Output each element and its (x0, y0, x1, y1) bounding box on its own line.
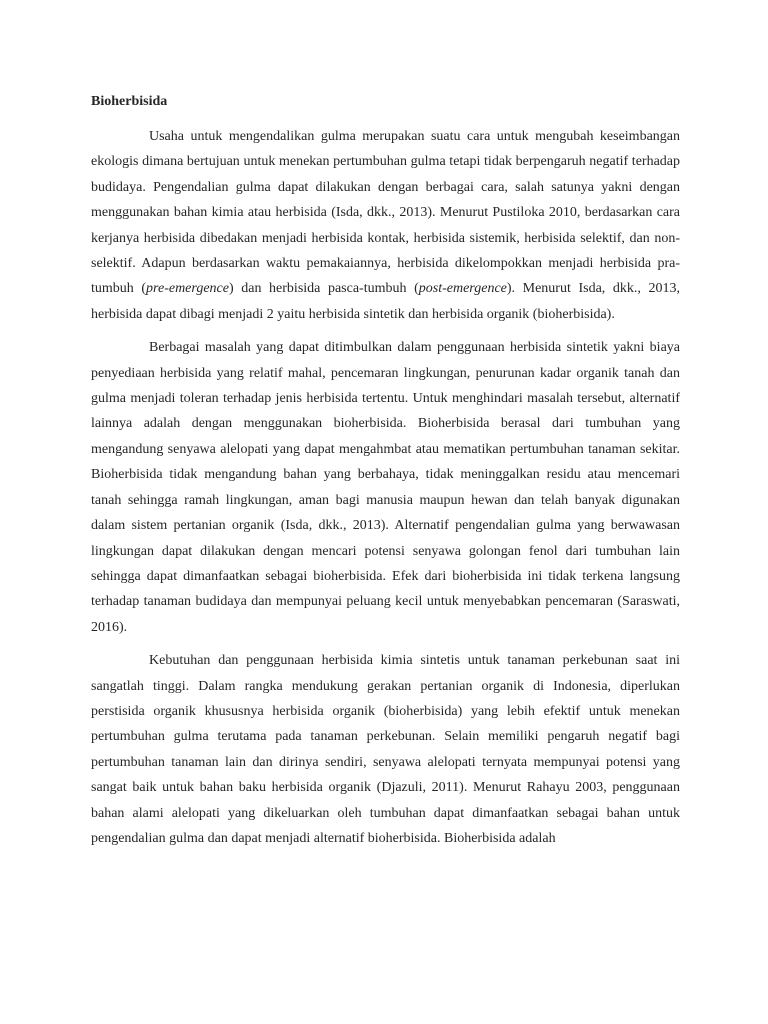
document-body (91, 124, 680, 851)
text-run: Berbagai masalah yang dapat ditimbulkan dalam penggunaan herbisida sintetik yakni biaya penyediaan herbisida yang relatif mahal, pencemaran lingkungan, penurunan kadar organik tanah dan gulma menjadi toleran terhadap jenis herbisida tertentu. Untuk menghindari masalah tersebut, alternatif lainnya adalah dengan menggunakan bioherbisida. Bioherbisida berasal dari tumbuhan yang mengandung senyawa alelopati yang dapat mengahmbat atau mematikan pertumbuhan tanaman sekitar. Bioherbisida tidak mengandung bahan yang berbahaya, tidak meninggalkan residu atau mencemari tanah sehingga ramah lingkungan, aman bagi manusia maupun hewan dan telah banyak digunakan dalam sistem pertanian organik (Isda, dkk., 2013). Alternatif pengendalian gulma yang berwawasan lingkungan dapat dilakukan dengan mencari potensi senyawa golongan fenol dari tumbuhan lain sehingga dapat dimanfaatkan sebagai bioherbisida. Efek dari bioherbisida ini tidak terkena langsung terhadap tanaman budidaya dan mempunyai peluang kecil untuk menyebabkan pencemaran (Saraswati, 2016). (91, 340, 680, 635)
text-run: Usaha untuk mengendalikan gulma merupakan suatu cara untuk mengubah keseimbangan ekologis dimana bertujuan untuk menekan pertumbuhan gulma tetapi tidak berpengaruh negatif terhadap budidaya. Pengendalian gulma dapat dilakukan dengan berbagai cara, salah satunya yakni dengan menggunakan bahan kimia atau herbisida (Isda, dkk., 2013). Menurut Pustiloka 2010, berdasarkan cara kerjanya herbisida dibedakan menjadi herbisida kontak, herbisida sistemik, herbisida selektif, dan non-selektif. Adapun berdasarkan waktu pemakaiannya, herbisida dikelompokkan menjadi herbisida pra-tumbuh ( (91, 129, 680, 297)
text-run: ) dan herbisida pasca-tumbuh ( (228, 281, 419, 297)
document-page (91, 90, 680, 859)
italic-term: post-emergence (418, 281, 507, 297)
document-heading: Bioherbisida (91, 94, 168, 109)
text-run: Kebutuhan dan penggunaan herbisida kimia sintetis untuk tanaman perkebunan saat ini sangatlah tinggi. Dalam rangka mendukung gerakan pertanian organik di Indonesia, diperlukan perstisida organik khususnya herbisida organik (bioherbisida) yang lebih efektif untuk menekan pertumbuhan gulma terutama pada tanaman perkebunan. Selain memiliki pengaruh negatif bagi pertumbuhan tanaman lain dan dirinya sendiri, senyawa alelopati ternyata mempunyai potensi yang sangat baik untuk bahan baku herbisida organik (Djazuli, 2011). Menurut Rahayu 2003, penggunaan bahan alami alelopati yang dikeluarkan oleh tumbuhan dapat dimanfaatkan sebagai bahan untuk pengendalian gulma dan dapat menjadi alternatif bioherbisida. Bioherbisida adalah (91, 653, 680, 846)
body-paragraph (91, 648, 680, 851)
body-paragraph (91, 124, 680, 327)
text-run: ). Menurut Isda, dkk., 2013, herbisida dapat dibagi menjadi 2 yaitu herbisida sintetik dan herbisida organik (bioherbisida). (91, 281, 680, 322)
italic-term: pre-emergence (146, 281, 229, 297)
body-paragraph (91, 335, 680, 640)
